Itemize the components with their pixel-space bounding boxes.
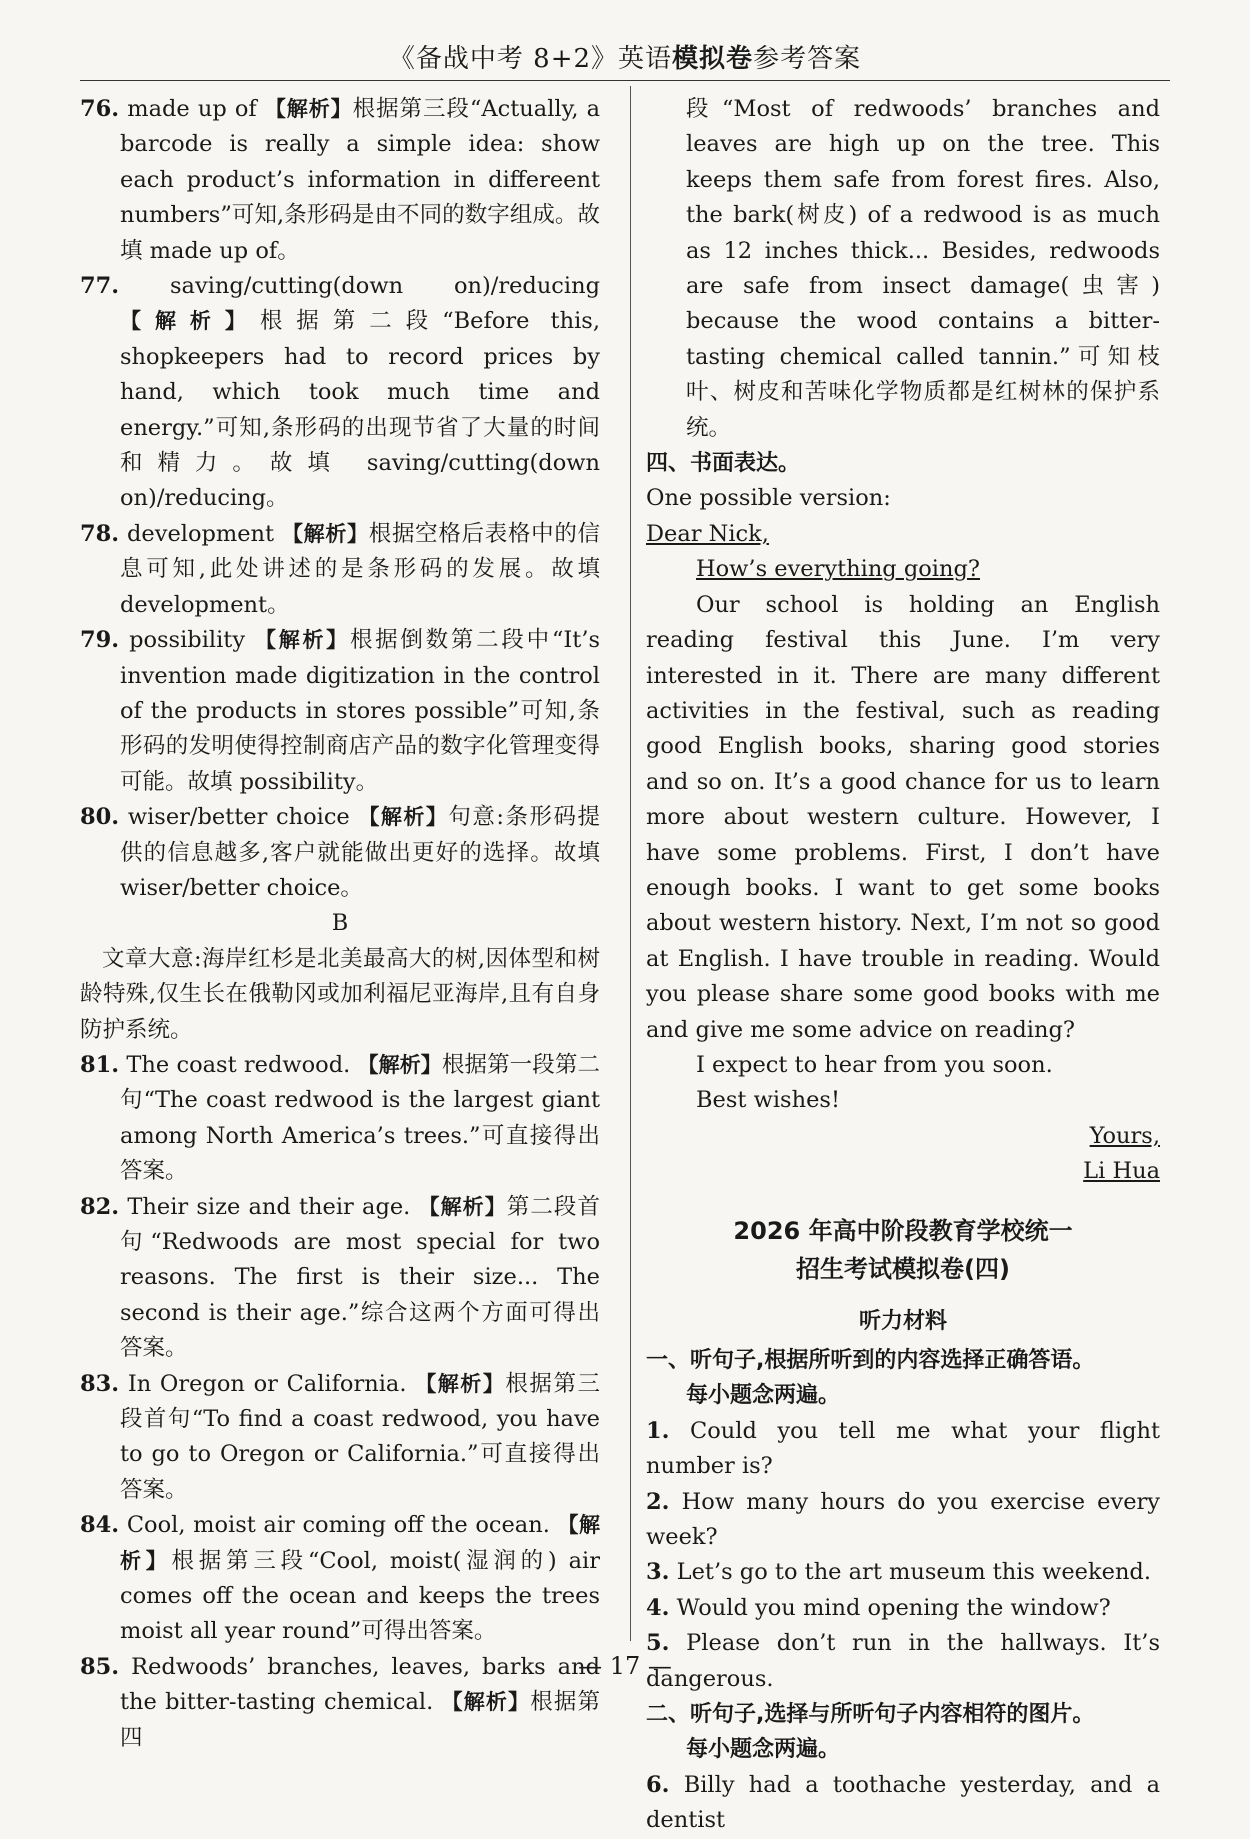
item-answer: wiser/better choice: [127, 804, 359, 831]
listening-title: 听力材料: [858, 1308, 947, 1334]
item-tag: 【解析】: [254, 628, 350, 653]
answer-item-82: [80, 1190, 600, 1367]
answer-item-83: [80, 1367, 600, 1509]
question-item: [646, 1591, 1160, 1626]
header-rule: [80, 80, 1170, 81]
writing-heading: 四、书面表达。: [646, 451, 801, 477]
answer-item-81: [80, 1048, 600, 1190]
item-tag: 【解析】: [264, 97, 353, 121]
item-explanation: 根据第三段首句“To find a coast redwood, you have to go to Oregon or California.”可直接得出答案。: [120, 1370, 600, 1503]
letter-closing-1: I expect to hear from you soon.: [696, 1051, 1053, 1078]
item-explanation: 句意:条形码提供的信息越多,客户就能做出更好的选择。故填 wiser/better choice。: [120, 804, 600, 901]
item-number: 79.: [80, 627, 120, 654]
greeting-text: How’s everything going?: [696, 556, 980, 583]
explanation-continuation: 段“Most of redwoods’ branches and leaves are high up on the tree. This keeps them safe from forest fires. Also, the bark(树皮) of a redwood is as much as 12 inches thick... Besides, redwoods are safe from insect damage(虫害) because the wood contains a bitter-tasting chemical called tannin.”可知枝叶、树皮和苦味化学物质都是红树林的保护系统。: [686, 96, 1160, 441]
question-number: 4.: [646, 1594, 670, 1621]
item-number: 82.: [80, 1193, 120, 1220]
question-number: 1.: [646, 1417, 670, 1444]
question-number: 2.: [646, 1488, 670, 1515]
left-column: [80, 92, 600, 1756]
item-number: 76.: [80, 96, 120, 122]
part-1-line-1: 一、听句子,根据所听到的内容选择正确答语。: [646, 1348, 1095, 1373]
item-answer: development: [127, 520, 282, 547]
item-number: 85.: [80, 1653, 120, 1680]
listening-part-2-heading: [646, 1697, 1160, 1768]
question-text: Let’s go to the art museum this weekend.: [676, 1559, 1151, 1586]
signoff-name: Li Hua: [1083, 1158, 1160, 1185]
possible-version-label: One possible version:: [646, 485, 891, 512]
question-item: [646, 1768, 1160, 1839]
item-number: 81.: [80, 1051, 120, 1078]
letter-signoff-1: [646, 1119, 1160, 1154]
question-text: Would you mind opening the window?: [676, 1594, 1111, 1621]
item-tag: 【解析】: [358, 805, 449, 830]
answer-item-80: [80, 800, 600, 906]
item-explanation: 根据倒数第二段中“It’s invention made digitization in the control of the products in stores possible”可知,条形码的发明使得控制商店产品的数字化管理变得可能。故填 possibility。: [120, 627, 601, 795]
item-answer: possibility: [129, 627, 255, 654]
question-item: [646, 1555, 1160, 1590]
answer-list-b: [80, 1048, 600, 1756]
question-item: [646, 1485, 1160, 1556]
page-header: [80, 38, 1170, 75]
item-answer: The coast redwood.: [126, 1051, 358, 1078]
item-number: 84.: [80, 1512, 120, 1539]
answer-item-84: [80, 1508, 600, 1650]
question-text: Could you tell me what your flight number is?: [646, 1417, 1161, 1480]
item-explanation: 根据空格后表格中的信息可知,此处讲述的是条形码的发展。故填 development。: [120, 520, 601, 618]
item-answer: Their size and their age.: [127, 1193, 419, 1220]
section-b-label: B: [331, 910, 349, 937]
item-tag: 【解析】: [357, 1052, 442, 1077]
letter-greeting: [646, 552, 1160, 587]
header-title-pre: 《备战中考 8+2》英语: [388, 44, 673, 74]
item-tag: 【解析】: [281, 521, 369, 546]
item-explanation: 根据第一段第二句“The coast redwood is the largest giant among North America’s trees.”可直接得出答案。: [120, 1051, 600, 1185]
question-number: 5.: [646, 1630, 670, 1657]
part-2-line-1: 二、听句子,选择与所听句子内容相符的图片。: [646, 1702, 1095, 1728]
letter-body: Our school is holding an English reading festival this June. I’m very interested in it. There are many different activities in the festival, such as reading good English books, sharing good stories and so on. It’s a good chance for us to learn more about western culture. However, I have some problems. First, I don’t have enough books. I want to get some books about western history. Next, I’m not so good at English. I have trouble in reading. Would you please share some good books with me and give me some advice on reading?: [646, 591, 1160, 1043]
answer-item-79: [80, 623, 600, 800]
question-number: 3.: [646, 1559, 670, 1586]
item-tag: 【解析】: [418, 1194, 507, 1219]
item-answer: In Oregon or California.: [127, 1370, 416, 1397]
salutation-text: Dear Nick,: [646, 520, 769, 547]
item-answer: Cool, moist air coming off the ocean.: [126, 1512, 558, 1539]
signoff-yours: Yours,: [1089, 1122, 1160, 1149]
item-explanation: 第二段首句“Redwoods are most special for two reasons. The first is their size... The second is their age.”综合这两个方面可得出答案。: [120, 1193, 600, 1362]
header-title-bold: 模拟卷: [672, 44, 754, 74]
part-1-line-2: 每小题念两遍。: [686, 1383, 841, 1409]
item-answer: Redwoods’ branches, leaves, barks and the bitter-tasting chemical.: [120, 1653, 600, 1716]
listening-part-2-questions: [646, 1768, 1160, 1839]
right-column: [646, 92, 1160, 1839]
item-explanation: 根据第三段“Actually, a barcode is really a simple idea: show each product’s information in differeent numbers”可知,条形码是由不同的数字组成。故填 made up of。: [120, 96, 600, 264]
answer-item-77: [80, 269, 600, 517]
letter-salutation: [646, 517, 1160, 552]
answer-item-76: [80, 92, 600, 269]
item-number: 78.: [80, 520, 120, 547]
item-tag: 【解析】: [415, 1371, 506, 1396]
part-2-line-2: 每小题念两遍。: [686, 1737, 841, 1763]
question-number: 6.: [646, 1771, 670, 1798]
question-text: Please don’t run in the hallways. It’s dangerous.: [646, 1630, 1160, 1692]
answer-item-78: [80, 517, 600, 623]
answer-list-a: [80, 92, 600, 906]
question-text: Billy had a toothache yesterday, and a dentist: [646, 1771, 1161, 1834]
column-divider: [630, 86, 631, 1641]
item-explanation: 根据第二段“Before this, shopkeepers had to record prices by hand, which took much time and energy.”可知,条形码的出现节省了大量的时间和精力。故填 saving/cutting(down on)/reducing。: [120, 308, 600, 512]
item-tag: 【解析】: [441, 1690, 531, 1715]
question-item: [646, 1414, 1160, 1485]
item-answer: made up of: [127, 96, 265, 122]
passage-summary: 文章大意:海岸红杉是北美最高大的树,因体型和树龄特殊,仅生长在俄勒冈或加利福尼亚海岸,且有自身防护系统。: [80, 945, 600, 1043]
listening-part-1-heading: [646, 1343, 1160, 1414]
exam-title-line-2: 招生考试模拟卷(四): [796, 1254, 1010, 1283]
question-text: How many hours do you exercise every week?: [646, 1488, 1160, 1551]
exam-title: [646, 1212, 1160, 1288]
item-explanation: 根据第四: [120, 1689, 600, 1751]
exam-title-line-1: 2026 年高中阶段教育学校统一: [733, 1216, 1073, 1245]
letter-closing-2: Best wishes!: [696, 1087, 840, 1114]
page-number: — 17 —: [578, 1652, 672, 1680]
item-tag: 【解析】: [120, 309, 260, 334]
item-number: 77.: [80, 273, 120, 300]
item-number: 80.: [80, 804, 120, 831]
item-tag: 【解析】: [120, 1513, 601, 1573]
item-number: 83.: [80, 1370, 120, 1397]
item-explanation: 根据第三段“Cool, moist(湿润的) air comes off the ocean and keeps the trees moist all year round”可得出答案。: [120, 1547, 600, 1645]
letter-signoff-2: [646, 1154, 1160, 1189]
header-title-post: 参考答案: [753, 44, 862, 74]
item-answer: saving/cutting(down on)/reducing: [170, 273, 601, 300]
